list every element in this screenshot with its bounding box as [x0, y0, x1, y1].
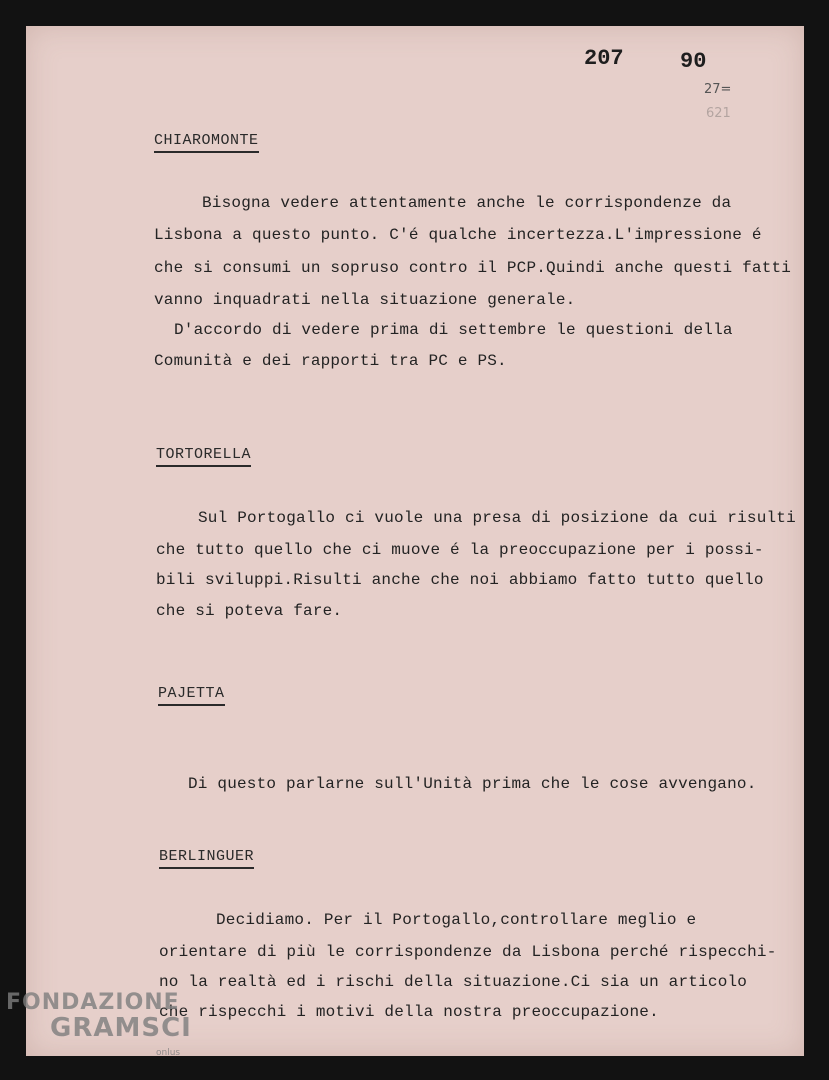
speaker-heading-pajetta: PAJETTA	[158, 685, 225, 706]
page-number-faded: 621	[706, 106, 731, 121]
page-number: 207	[584, 46, 624, 71]
text-line: Comunità e dei rapporti tra PC e PS.	[154, 352, 507, 370]
page-number-secondary: 90	[680, 49, 707, 74]
text-line: orientare di più le corrispondenze da Lisbona perché rispecchi-	[159, 943, 777, 961]
text-line: Di questo parlarne sull'Unità prima che le cose avvengano.	[188, 775, 757, 793]
text-line: no la realtà ed i rischi della situazione.Ci sia un articolo	[159, 973, 748, 991]
fondazione-gramsci-watermark	[6, 990, 192, 1058]
watermark-line2: GRAMSCI	[50, 1013, 192, 1043]
text-line: vanno inquadrati nella situazione generale.	[154, 291, 576, 309]
text-line: Decidiamo. Per il Portogallo,controllare meglio e	[216, 911, 697, 929]
text-line: D'accordo di vedere prima di settembre le questioni della	[174, 321, 733, 339]
text-line: che rispecchi i motivi della nostra preoccupazione.	[159, 1003, 659, 1021]
text-line: che si consumi un sopruso contro il PCP.Quindi anche questi fatti	[154, 259, 792, 277]
speaker-heading-berlinguer: BERLINGUER	[159, 848, 254, 869]
text-line: Lisbona a questo punto. C'é qualche incertezza.L'impressione é	[154, 226, 762, 244]
text-line: che tutto quello che ci muove é la preoccupazione per i possi-	[156, 541, 764, 559]
page-number-small: 27=	[704, 82, 732, 97]
speaker-heading-tortorella: TORTORELLA	[156, 446, 251, 467]
text-line: Bisogna vedere attentamente anche le corrispondenze da	[202, 194, 732, 212]
watermark-line1: FONDAZIONE	[6, 990, 180, 1015]
document-page	[26, 26, 804, 1056]
text-line: Sul Portogallo ci vuole una presa di posizione da cui risulti	[198, 509, 796, 527]
text-line: che si poteva fare.	[156, 602, 343, 620]
watermark-line3: onlus	[156, 1048, 181, 1058]
text-line: bili sviluppi.Risulti anche che noi abbiamo fatto tutto quello	[156, 571, 764, 589]
speaker-heading-chiaromonte: CHIAROMONTE	[154, 132, 259, 153]
